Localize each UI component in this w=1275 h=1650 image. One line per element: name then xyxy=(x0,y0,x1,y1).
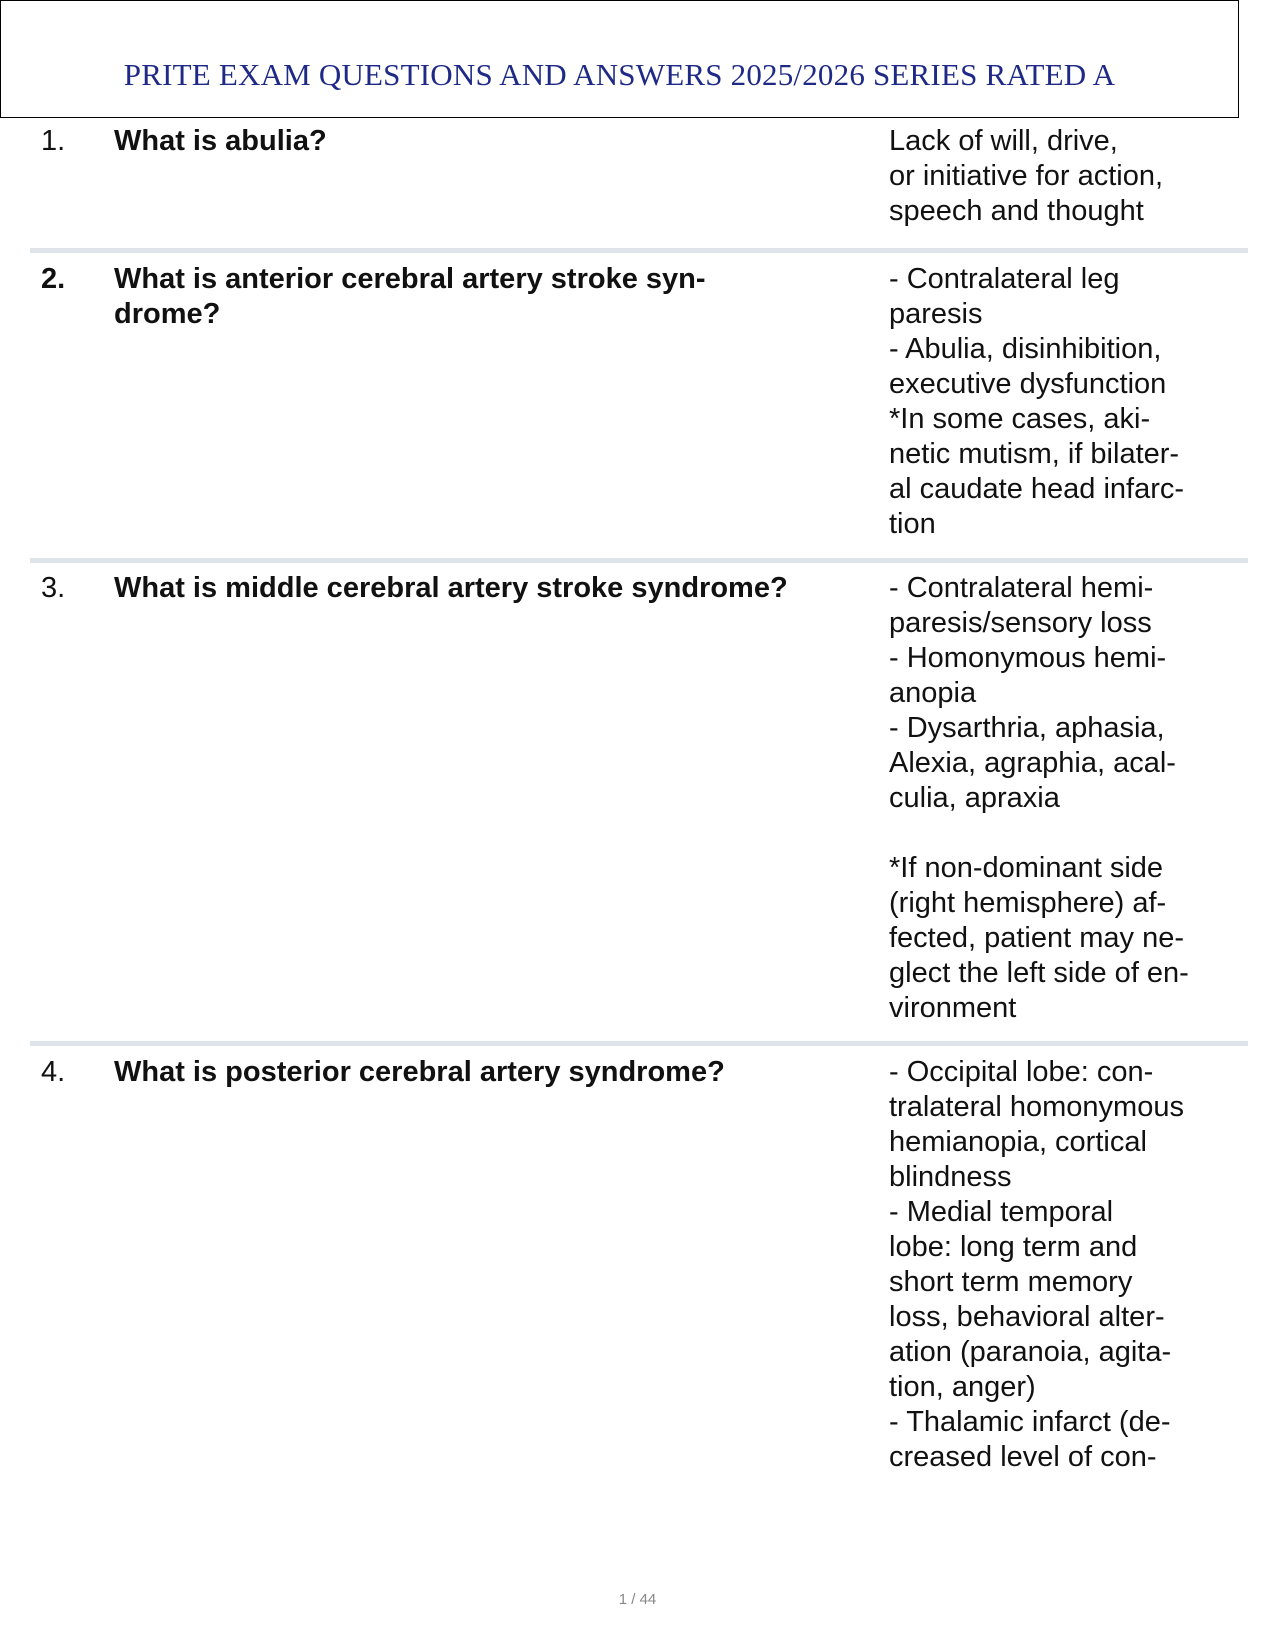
document-title: PRITE EXAM QUESTIONS AND ANSWERS 2025/2026 SERIES RATED A xyxy=(123,57,1116,92)
page-header xyxy=(0,0,1239,118)
question-number: 1. xyxy=(41,125,66,157)
row-divider xyxy=(30,248,1248,253)
row-divider xyxy=(30,1041,1248,1046)
question-text: What is anterior cerebral artery stroke syn- drome? xyxy=(114,263,706,330)
answer-text: - Contralateral leg paresis - Abulia, disinhibition, executive dysfunction *In some cases, aki- netic mutism, if bilater- al caudate head infarc- tion xyxy=(889,263,1185,540)
question-text: What is posterior cerebral artery syndrome? xyxy=(114,1056,725,1088)
question-text: What is middle cerebral artery stroke syndrome? xyxy=(114,572,788,604)
answer-text: Lack of will, drive, or initiative for action, speech and thought xyxy=(889,125,1164,227)
question-text: What is abulia? xyxy=(114,125,327,157)
question-number: 2. xyxy=(41,263,66,295)
row-divider xyxy=(30,558,1248,563)
question-number: 4. xyxy=(41,1056,66,1088)
answer-text: - Occipital lobe: con- tralateral homonymous hemianopia, cortical blindness - Medial temporal lobe: long term and short term memory loss, behavioral alter- ation (paranoia, agita- tion, anger) - Thalamic infarct (de- creased level of con- xyxy=(889,1056,1184,1473)
question-number: 3. xyxy=(41,572,66,604)
page-number: 1 / 44 xyxy=(618,1591,657,1608)
answer-text: - Contralateral hemi- paresis/sensory loss - Homonymous hemi- anopia - Dysarthria, aphasia, Alexia, agraphia, acal- culia, apraxia *If non-dominant side (right hemisphere) af- fected, patient may ne- glect the left side of en- vironment xyxy=(889,572,1189,1024)
